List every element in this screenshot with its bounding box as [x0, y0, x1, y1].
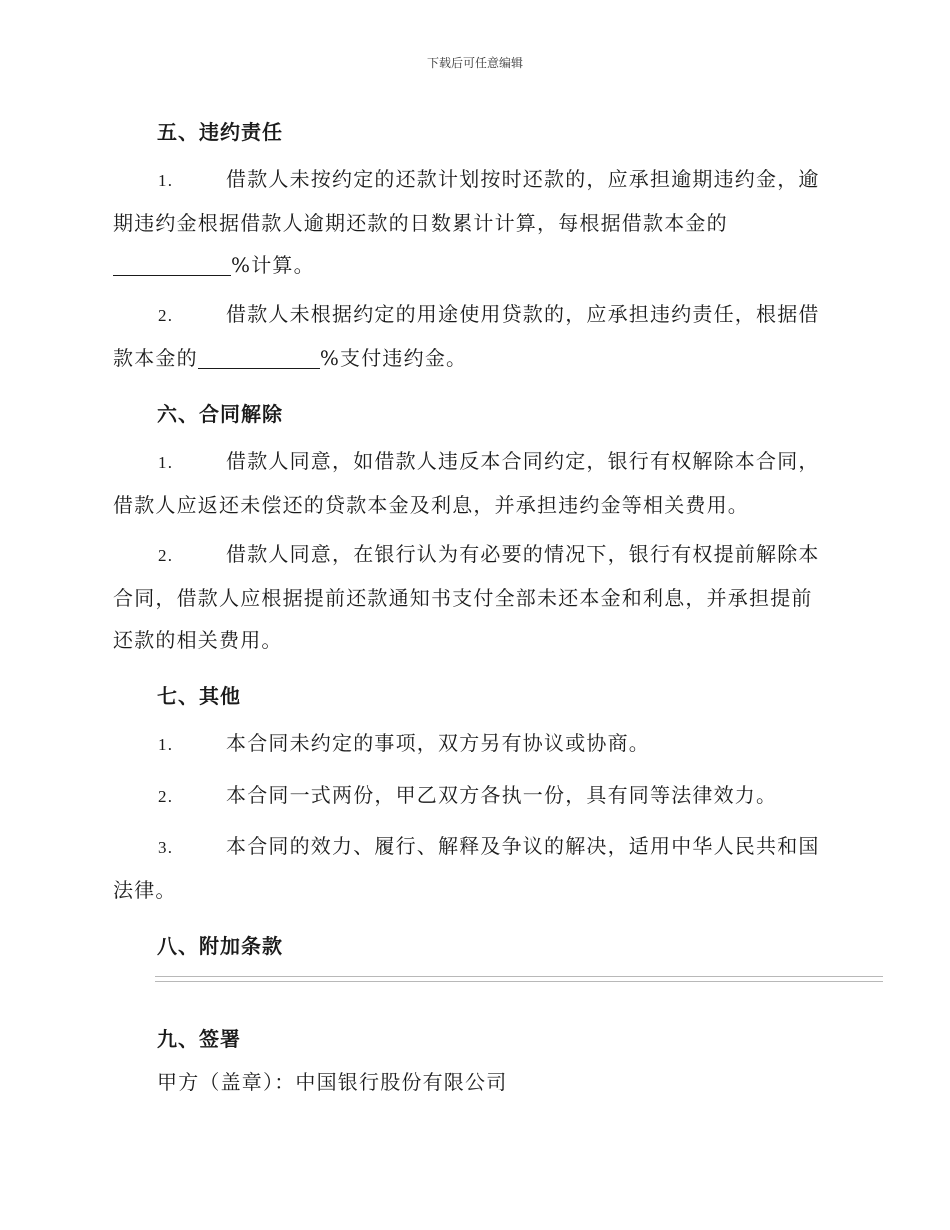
- clause-text: 本合同一式两份，甲乙双方各执一份，具有同等法律效力。: [226, 783, 778, 807]
- clause-5-2: [113, 293, 833, 379]
- clause-number: 2.: [158, 787, 174, 806]
- section-title-additional: 八、附加条款: [157, 934, 283, 958]
- clause-number: 2.: [158, 306, 174, 325]
- clause-6-1: [113, 440, 833, 526]
- clause-text: %支付违约金。: [319, 346, 468, 370]
- section-title-termination: 六、合同解除: [157, 402, 283, 426]
- clause-text: 本合同的效力、履行、解释及争议的解决，适用中华人民共和国: [226, 834, 820, 858]
- clause-text: 借款人同意，如借款人违反本合同约定，银行有权解除本合同，: [226, 449, 820, 473]
- clause-text: 借款人应返还未偿还的贷款本金及利息，并承担违约金等相关费用。: [113, 493, 749, 517]
- clause-number: 2.: [158, 546, 174, 565]
- clause-text: %计算。: [231, 253, 315, 277]
- clause-number: 1.: [158, 453, 174, 472]
- blank-underline: [198, 346, 320, 369]
- clause-number: 1.: [158, 735, 174, 754]
- clause-6-2: [113, 533, 833, 661]
- clause-number: 1.: [158, 171, 174, 190]
- clause-text: 款本金的: [113, 346, 198, 370]
- section-title-liability: 五、违约责任: [157, 120, 283, 144]
- blank-underline: [113, 253, 231, 276]
- divider-line: [155, 976, 883, 982]
- clause-text: 本合同未约定的事项，双方另有协议或协商。: [226, 731, 650, 755]
- clause-text: 借款人未按约定的还款计划按时还款的，应承担逾期违约金，逾: [226, 167, 820, 191]
- clause-text: 还款的相关费用。: [113, 628, 283, 652]
- clause-text: 借款人未根据约定的用途使用贷款的，应承担违约责任，根据借: [226, 302, 820, 326]
- section-title-other: 七、其他: [157, 684, 241, 708]
- page-header: 下载后可任意编辑: [426, 56, 523, 70]
- clause-text: 法律。: [113, 878, 177, 902]
- section-title-signature: 九、签署: [157, 1027, 241, 1051]
- clause-7-2: [113, 774, 833, 818]
- clause-text: 借款人同意，在银行认为有必要的情况下，银行有权提前解除本: [226, 542, 820, 566]
- clause-7-1: [113, 722, 833, 766]
- clause-text: 合同，借款人应根据提前还款通知书支付全部未还本金和利息，并承担提前: [113, 586, 813, 610]
- clause-number: 3.: [158, 838, 174, 857]
- clause-7-3: [113, 825, 833, 911]
- clause-text: 期违约金根据借款人逾期还款的日数累计计算，每根据借款本金的: [113, 211, 728, 235]
- party-a-signature: 甲方（盖章）：中国银行股份有限公司: [157, 1070, 508, 1094]
- clause-5-1: [113, 158, 833, 286]
